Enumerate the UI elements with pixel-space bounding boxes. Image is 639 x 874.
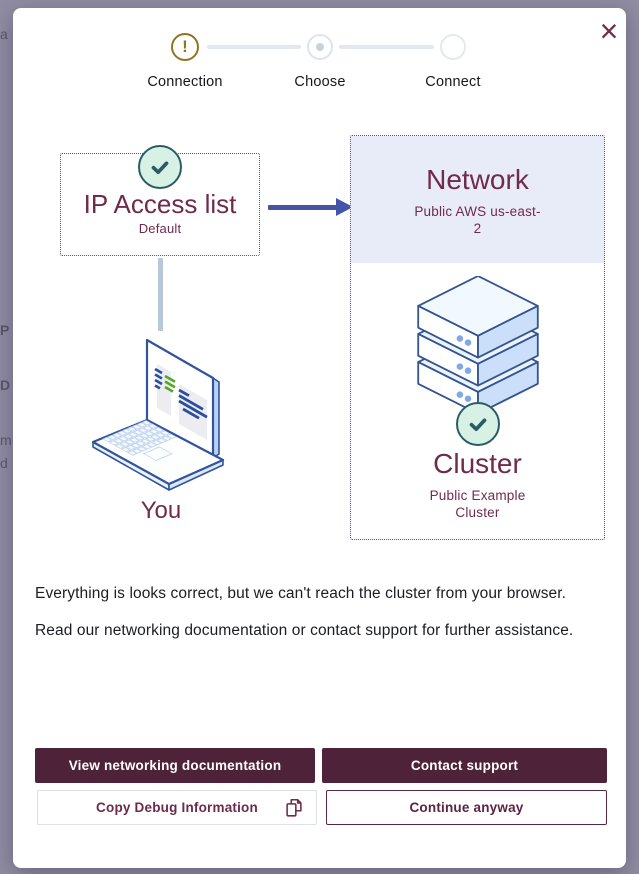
backdrop-text-fragment: m <box>0 432 12 448</box>
connection-troubleshoot-modal <box>13 8 626 868</box>
ip-access-list-title: IP Access list <box>83 189 237 219</box>
cluster-subtitle: Public Example Cluster <box>429 488 526 520</box>
warning-icon[interactable]: ! <box>171 33 199 61</box>
network-title: Network <box>426 164 529 195</box>
stepper-connector-line <box>339 45 434 49</box>
upcoming-step-icon[interactable] <box>440 34 466 60</box>
view-networking-documentation-button[interactable]: View networking documentation <box>35 748 315 783</box>
connector-line <box>158 258 163 331</box>
copy-debug-information-button[interactable] <box>37 790 317 825</box>
backdrop-text-fragment: d <box>0 455 8 471</box>
network-cluster-box <box>350 135 605 540</box>
step-dot-icon <box>316 43 324 51</box>
cluster-title: Cluster <box>433 448 522 479</box>
stepper-step-connect[interactable]: Connect <box>425 74 481 90</box>
network-subtitle: Public AWS us-east-2 <box>414 204 541 236</box>
stepper-step-choose[interactable]: Choose <box>294 74 346 90</box>
stepper-connector-line <box>207 45 301 49</box>
status-message-line2: Read our networking documentation or contact support for further assistance. <box>35 622 574 639</box>
backdrop-text-fragment: a <box>0 26 8 42</box>
checkmark-glyph <box>465 411 491 437</box>
arrow-right-icon <box>268 205 338 210</box>
backdrop-text-fragment: P <box>0 322 10 338</box>
copy-debug-label: Copy Debug Information <box>96 800 258 815</box>
stepper-step-connection[interactable]: Connection <box>147 74 223 90</box>
current-step-icon[interactable] <box>307 34 333 60</box>
status-message-line1: Everything is looks correct, but we can't reach the cluster from your browser. <box>35 585 567 602</box>
checkmark-glyph <box>147 154 173 180</box>
backdrop-text-fragment: D <box>0 377 11 393</box>
contact-support-button[interactable]: Contact support <box>322 748 607 783</box>
check-icon <box>138 145 182 189</box>
ip-access-list-subtitle: Default <box>138 221 182 236</box>
network-section <box>351 136 604 263</box>
close-icon[interactable]: × <box>599 13 619 49</box>
check-icon <box>456 402 500 446</box>
you-label: You <box>140 497 182 524</box>
continue-anyway-button[interactable]: Continue anyway <box>326 790 607 825</box>
laptop-icon <box>85 334 235 499</box>
copy-icon <box>283 797 305 819</box>
